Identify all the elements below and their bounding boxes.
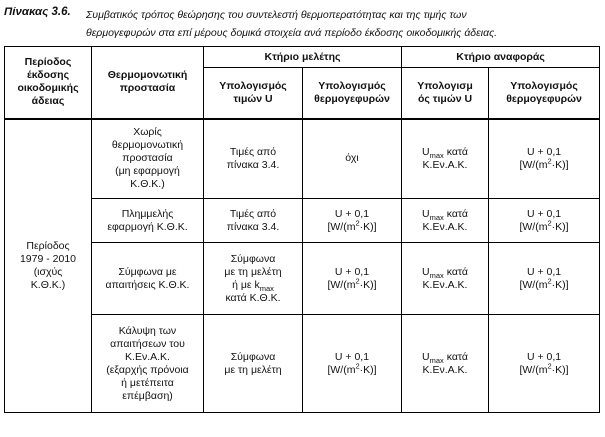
header-ref-u: Υπολογισμ ός τιμών U xyxy=(402,68,489,119)
study-thermal-bridges-cell: U + 0,1 $[W/(m^2\cdot K)]$ xyxy=(303,243,402,315)
data-table xyxy=(4,46,600,413)
study-u-cell: Σύμφωνα με τη μελέτη ή με $k_{max}$ κατά Κ.Θ.Κ. xyxy=(204,243,303,315)
study-thermal-bridges-cell: U + 0,1 $[W/(m^2\cdot K)]$ xyxy=(303,199,402,243)
header-ref-thermal-bridges: Υπολογισμός θερμογεφυρών xyxy=(489,68,600,119)
ref-thermal-bridges-cell: U + 0,1 $[W/(m^2\cdot K)]$ xyxy=(489,243,600,315)
ref-u-cell: $U_{max}$ κατά Κ.Εν.Α.Κ. xyxy=(402,119,489,199)
insulation-cell: Κάλυψη των απαιτήσεων του Κ.Εν.Α.Κ. (εξαρχής πρόνοια ή μετέπειτα επέμβαση) xyxy=(92,315,204,413)
insulation-cell: Χωρίς θερμομονωτική προστασία (μη εφαρμογή Κ.Θ.Κ.) xyxy=(92,119,204,199)
insulation-cell: Πλημμελής εφαρμογή Κ.Θ.Κ. xyxy=(92,199,204,243)
ref-thermal-bridges-cell: U + 0,1 $[W/(m^2\cdot K)]$ xyxy=(489,315,600,413)
header-study-thermal-bridges: Υπολογισμός θερμογεφυρών xyxy=(303,68,402,119)
insulation-cell: Σύμφωνα με απαιτήσεις Κ.Θ.Κ. xyxy=(92,243,204,315)
study-thermal-bridges-cell: όχι xyxy=(303,119,402,199)
header-study-u: Υπολογισμός τιμών U xyxy=(204,68,303,119)
study-thermal-bridges-cell: U + 0,1 $[W/(m^2\cdot K)]$ xyxy=(303,315,402,413)
ref-thermal-bridges-cell: U + 0,1 $[W/(m^2\cdot K)]$ xyxy=(489,119,600,199)
table-caption xyxy=(4,6,601,42)
header-study-building: Κτήριο μελέτης xyxy=(204,47,402,68)
table-row xyxy=(5,243,600,315)
study-u-cell: Σύμφωνα με τη μελέτη xyxy=(204,315,303,413)
header-insulation: Θερμομονωτική προστασία xyxy=(92,47,204,119)
table-row xyxy=(5,119,600,199)
ref-u-cell: $U_{max}$ κατά Κ.Εν.Α.Κ. xyxy=(402,315,489,413)
header-row-1 xyxy=(5,47,600,68)
caption-label: Πίνακας 3.6. xyxy=(4,6,71,18)
header-reference-building: Κτήριο αναφοράς xyxy=(402,47,600,68)
ref-thermal-bridges-cell: U + 0,1 $[W/(m^2\cdot K)]$ xyxy=(489,199,600,243)
header-period: Περίοδος έκδοσης οικοδομικής άδειας xyxy=(5,47,92,119)
study-u-cell: Τιμές από πίνακα 3.4. xyxy=(204,199,303,243)
ref-u-cell: $U_{max}$ κατά Κ.Εν.Α.Κ. xyxy=(402,243,489,315)
study-u-cell: Τιμές από πίνακα 3.4. xyxy=(204,119,303,199)
ref-u-cell: $U_{max}$ κατά Κ.Εν.Α.Κ. xyxy=(402,199,489,243)
table-row xyxy=(5,199,600,243)
caption-text xyxy=(86,6,596,42)
period-cell: Περίοδος 1979 - 2010 (ισχύς Κ.Θ.Κ.) xyxy=(5,119,92,413)
table-row xyxy=(5,315,600,413)
caption-line: Συμβατικός τρόπος θεώρησης του συντελεστή θερμοπερατότητας και της τιμής των xyxy=(86,9,467,21)
caption-line: θερμογεφυρών στα επί μέρους δομικά στοιχεία ανά περίοδο έκδοσης οικοδομικής άδειας. xyxy=(86,27,498,39)
